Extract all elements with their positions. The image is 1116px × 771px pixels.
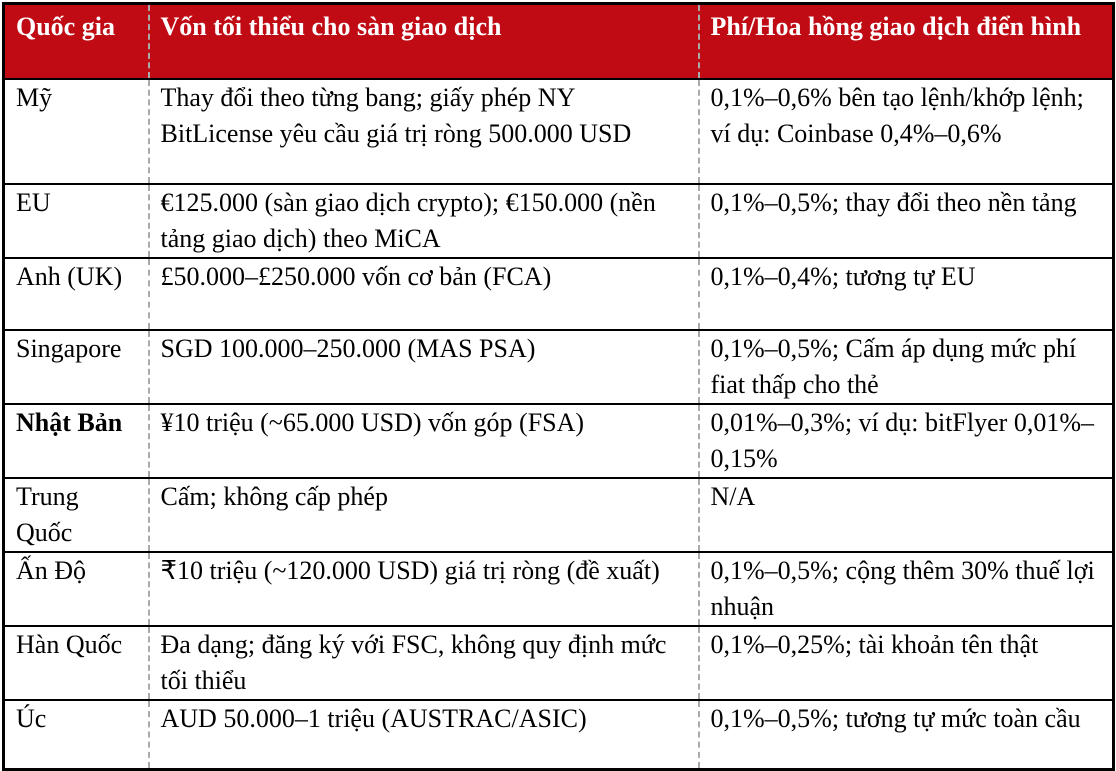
fee-cell: 0,1%–0,5%; Cấm áp dụng mức phí fiat thấp cho thẻ — [699, 330, 1114, 404]
header-fee: Phí/Hoa hồng giao dịch điển hình — [699, 4, 1114, 79]
capital-cell: £50.000–£250.000 vốn cơ bản (FCA) — [149, 258, 699, 330]
country-cell: Úc — [4, 700, 149, 770]
fee-cell: 0,1%–0,5%; tương tự mức toàn cầu — [699, 700, 1114, 770]
table-row — [4, 184, 1114, 258]
table-header-row — [4, 4, 1114, 79]
table-row — [4, 626, 1114, 700]
capital-cell: AUD 50.000–1 triệu (AUSTRAC/ASIC) — [149, 700, 699, 770]
fee-cell: N/A — [699, 478, 1114, 552]
fee-cell: 0,1%–0,6% bên tạo lệnh/khớp lệnh; ví dụ: Coinbase 0,4%–0,6% — [699, 79, 1114, 184]
header-country: Quốc gia — [4, 4, 149, 79]
country-cell: EU — [4, 184, 149, 258]
capital-cell: ¥10 triệu (~65.000 USD) vốn góp (FSA) — [149, 404, 699, 478]
country-cell: Singapore — [4, 330, 149, 404]
country-cell: Nhật Bản — [4, 404, 149, 478]
table-row — [4, 552, 1114, 626]
header-capital: Vốn tối thiểu cho sàn giao dịch — [149, 4, 699, 79]
country-cell: Hàn Quốc — [4, 626, 149, 700]
table-row — [4, 700, 1114, 770]
country-cell: Ấn Độ — [4, 552, 149, 626]
capital-cell: SGD 100.000–250.000 (MAS PSA) — [149, 330, 699, 404]
fee-cell: 0,1%–0,4%; tương tự EU — [699, 258, 1114, 330]
capital-cell: Cấm; không cấp phép — [149, 478, 699, 552]
fee-cell: 0,1%–0,5%; cộng thêm 30% thuế lợi nhuận — [699, 552, 1114, 626]
country-cell: Trung Quốc — [4, 478, 149, 552]
fee-cell: 0,1%–0,25%; tài khoản tên thật — [699, 626, 1114, 700]
table-row — [4, 79, 1114, 184]
capital-cell: Thay đổi theo từng bang; giấy phép NY BitLicense yêu cầu giá trị ròng 500.000 USD — [149, 79, 699, 184]
country-cell: Mỹ — [4, 79, 149, 184]
country-cell: Anh (UK) — [4, 258, 149, 330]
capital-cell: €125.000 (sàn giao dịch crypto); €150.000 (nền tảng giao dịch) theo MiCA — [149, 184, 699, 258]
capital-cell: ₹10 triệu (~120.000 USD) giá trị ròng (đề xuất) — [149, 552, 699, 626]
fee-cell: 0,1%–0,5%; thay đổi theo nền tảng — [699, 184, 1114, 258]
fee-cell: 0,01%–0,3%; ví dụ: bitFlyer 0,01%–0,15% — [699, 404, 1114, 478]
table-row — [4, 478, 1114, 552]
table-row — [4, 404, 1114, 478]
table-row — [4, 330, 1114, 404]
capital-cell: Đa dạng; đăng ký với FSC, không quy định mức tối thiểu — [149, 626, 699, 700]
table-row — [4, 258, 1114, 330]
exchange-regulation-table — [2, 2, 1115, 771]
